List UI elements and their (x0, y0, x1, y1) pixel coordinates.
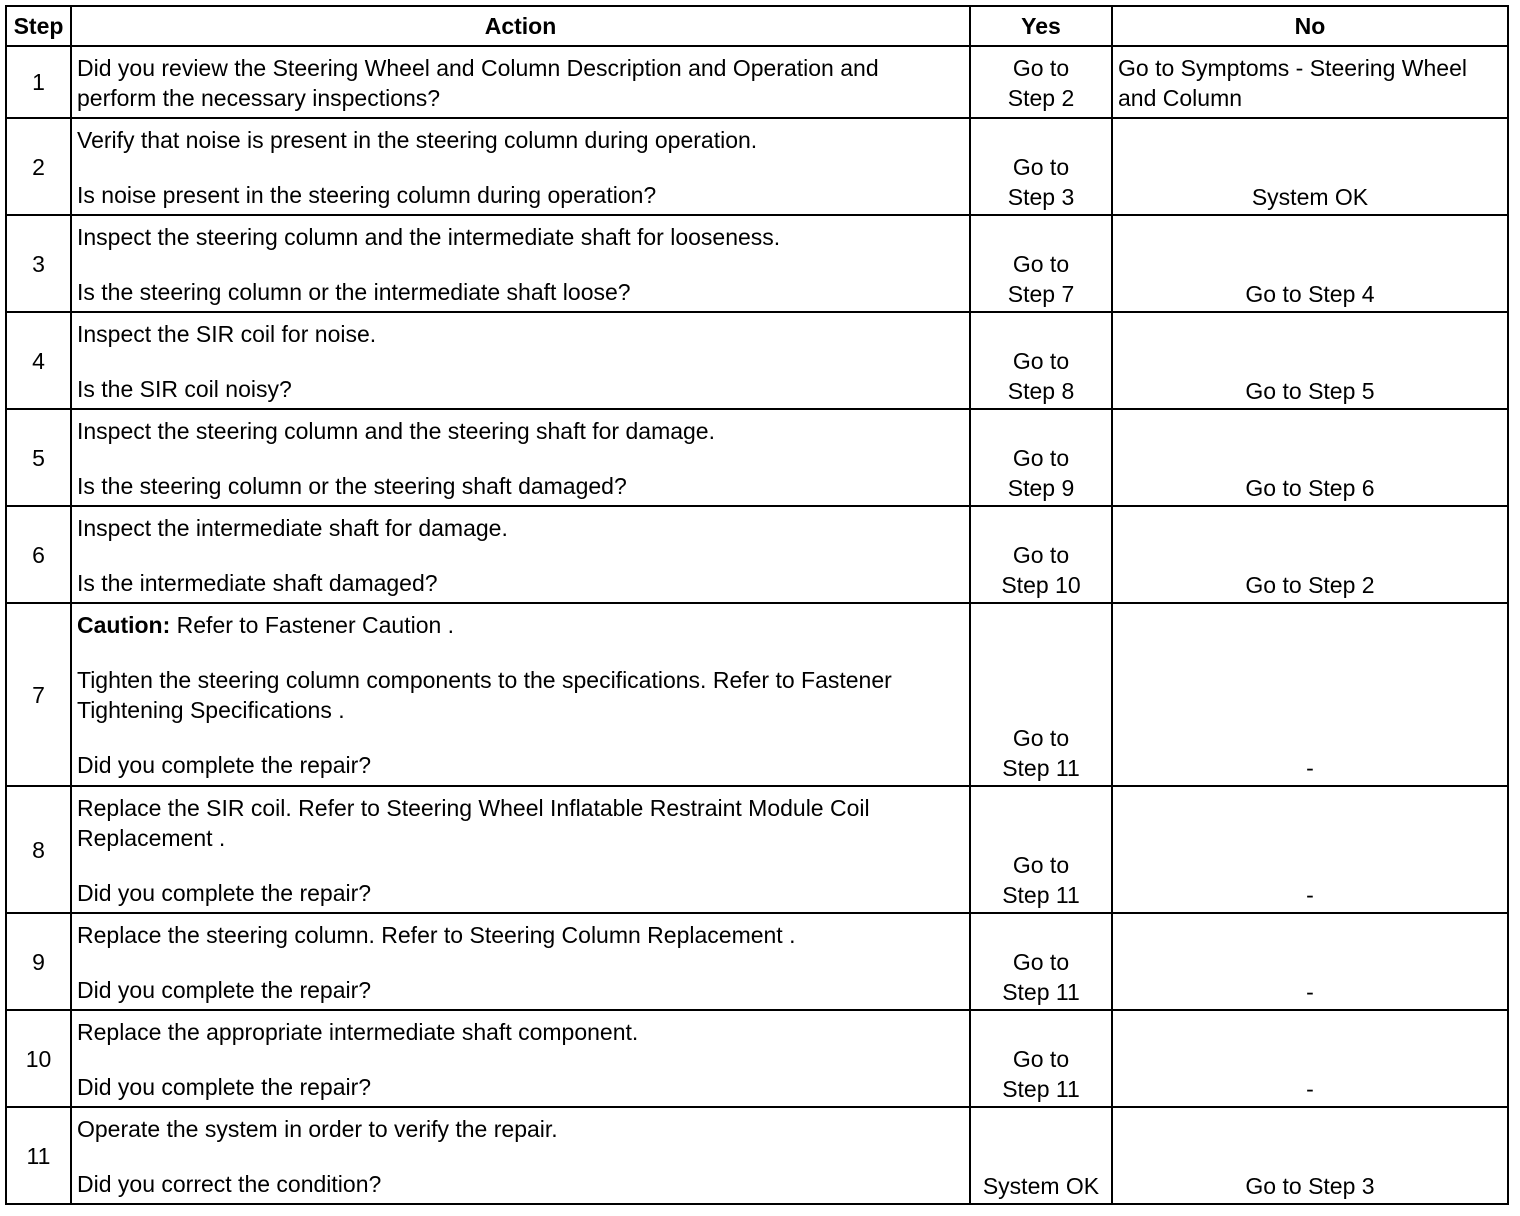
header-step: Step (6, 6, 71, 46)
action-cell (71, 118, 970, 215)
yes-result-line: Go to (1012, 55, 1070, 81)
no-result: - (1112, 603, 1508, 786)
action-text: Operate the system in order to verify the repair. (77, 1116, 558, 1142)
no-result: - (1112, 913, 1508, 1010)
step-number: 9 (6, 913, 71, 1010)
action-text: Is the SIR coil noisy? (77, 376, 292, 402)
action-text: Did you complete the repair? (77, 880, 372, 906)
no-result: Go to Step 2 (1112, 506, 1508, 603)
yes-result-line: Go to (1012, 949, 1070, 975)
action-text: Is the steering column or the intermediate shaft loose? (77, 279, 631, 305)
table-row (6, 118, 1508, 215)
table-row (6, 786, 1508, 913)
action-cell (71, 506, 970, 603)
yes-result (970, 1010, 1112, 1107)
action-text: Did you complete the repair? (77, 977, 372, 1003)
action-cell (71, 1010, 970, 1107)
action-text: Inspect the steering column and the intermediate shaft for looseness. (77, 224, 781, 250)
action-text: Is noise present in the steering column during operation? (77, 182, 657, 208)
action-text: Inspect the SIR coil for noise. (77, 321, 377, 347)
table-row (6, 506, 1508, 603)
action-text: Verify that noise is present in the steering column during operation. (77, 127, 758, 153)
yes-result (970, 409, 1112, 506)
no-result: Go to Step 4 (1112, 215, 1508, 312)
yes-result-line: Step 10 (1001, 572, 1081, 598)
step-number: 7 (6, 603, 71, 786)
no-result: System OK (1112, 118, 1508, 215)
yes-result (970, 46, 1112, 118)
action-text: Replace the appropriate intermediate shaft component. (77, 1019, 639, 1045)
yes-result-line: Go to (1012, 852, 1070, 878)
yes-result-line: Go to (1012, 154, 1070, 180)
action-text: Did you correct the condition? (77, 1171, 382, 1197)
action-text: Is the intermediate shaft damaged? (77, 570, 438, 596)
action-cell (71, 312, 970, 409)
caution-note (77, 610, 964, 640)
action-cell (71, 603, 970, 786)
action-text: Replace the steering column. Refer to Steering Column Replacement . (77, 922, 796, 948)
step-number: 11 (6, 1107, 71, 1204)
yes-result-line: Step 11 (1002, 979, 1080, 1005)
step-number: 1 (6, 46, 71, 118)
action-cell (71, 409, 970, 506)
header-action: Action (71, 6, 970, 46)
yes-result (970, 1107, 1112, 1204)
action-cell (71, 46, 970, 118)
table-row (6, 1107, 1508, 1204)
action-cell (71, 913, 970, 1010)
action-text: Did you complete the repair? (77, 1074, 372, 1100)
step-number: 8 (6, 786, 71, 913)
action-text: Did you complete the repair? (77, 752, 372, 778)
action-text: Is the steering column or the steering shaft damaged? (77, 473, 627, 499)
yes-result-line: Go to (1012, 348, 1070, 374)
table-row (6, 409, 1508, 506)
table-body (6, 46, 1508, 1204)
step-number: 6 (6, 506, 71, 603)
yes-result-line: Step 3 (1007, 184, 1075, 210)
yes-result-line: Step 11 (1002, 1076, 1080, 1102)
step-number: 5 (6, 409, 71, 506)
yes-result-line: Step 11 (1002, 882, 1080, 908)
yes-result-line: Go to (1012, 542, 1070, 568)
header-no: No (1112, 6, 1508, 46)
yes-result (970, 312, 1112, 409)
no-result: Go to Symptoms - Steering Wheel and Column (1112, 46, 1508, 118)
no-result: Go to Step 3 (1112, 1107, 1508, 1204)
yes-result (970, 913, 1112, 1010)
action-cell (71, 786, 970, 913)
step-number: 2 (6, 118, 71, 215)
yes-result (970, 786, 1112, 913)
action-text: Replace the SIR coil. Refer to Steering Wheel Inflatable Restraint Module Coil Replacement . (77, 795, 870, 851)
yes-result-line: Step 8 (1007, 378, 1075, 404)
yes-result-line: Step 7 (1007, 281, 1075, 307)
table-row (6, 603, 1508, 786)
table-row (6, 312, 1508, 409)
action-text: Tighten the steering column components to the specifications. Refer to Fastener Tightening Specifications . (77, 667, 892, 723)
action-text: Inspect the steering column and the steering shaft for damage. (77, 418, 715, 444)
no-result: - (1112, 786, 1508, 913)
yes-result-line: Go to (1012, 1046, 1070, 1072)
table-row (6, 46, 1508, 118)
yes-result-line: Step 11 (1002, 755, 1080, 781)
yes-result-line: Go to (1012, 725, 1070, 751)
yes-result (970, 215, 1112, 312)
table-row (6, 913, 1508, 1010)
yes-result (970, 603, 1112, 786)
yes-result-line: Go to (1012, 251, 1070, 277)
no-result: - (1112, 1010, 1508, 1107)
yes-result-line: Go to (1012, 445, 1070, 471)
table-row (6, 1010, 1508, 1107)
step-number: 3 (6, 215, 71, 312)
yes-result-line: Step 9 (1007, 475, 1075, 501)
step-number: 4 (6, 312, 71, 409)
caution-text: Refer to Fastener Caution . (170, 612, 455, 638)
action-text: Did you review the Steering Wheel and Column Description and Operation and perform the necessary inspections? (77, 55, 879, 111)
yes-result-line: System OK (982, 1173, 1100, 1199)
no-result: Go to Step 6 (1112, 409, 1508, 506)
yes-result-line: Step 2 (1007, 85, 1075, 111)
action-cell (71, 1107, 970, 1204)
caution-label: Caution: (77, 612, 171, 638)
yes-result (970, 506, 1112, 603)
step-number: 10 (6, 1010, 71, 1107)
action-cell (71, 215, 970, 312)
no-result: Go to Step 5 (1112, 312, 1508, 409)
diagnostic-table (5, 5, 1509, 1205)
action-text: Inspect the intermediate shaft for damage. (77, 515, 508, 541)
header-yes: Yes (970, 6, 1112, 46)
header-row (6, 6, 1508, 46)
yes-result (970, 118, 1112, 215)
table-row (6, 215, 1508, 312)
